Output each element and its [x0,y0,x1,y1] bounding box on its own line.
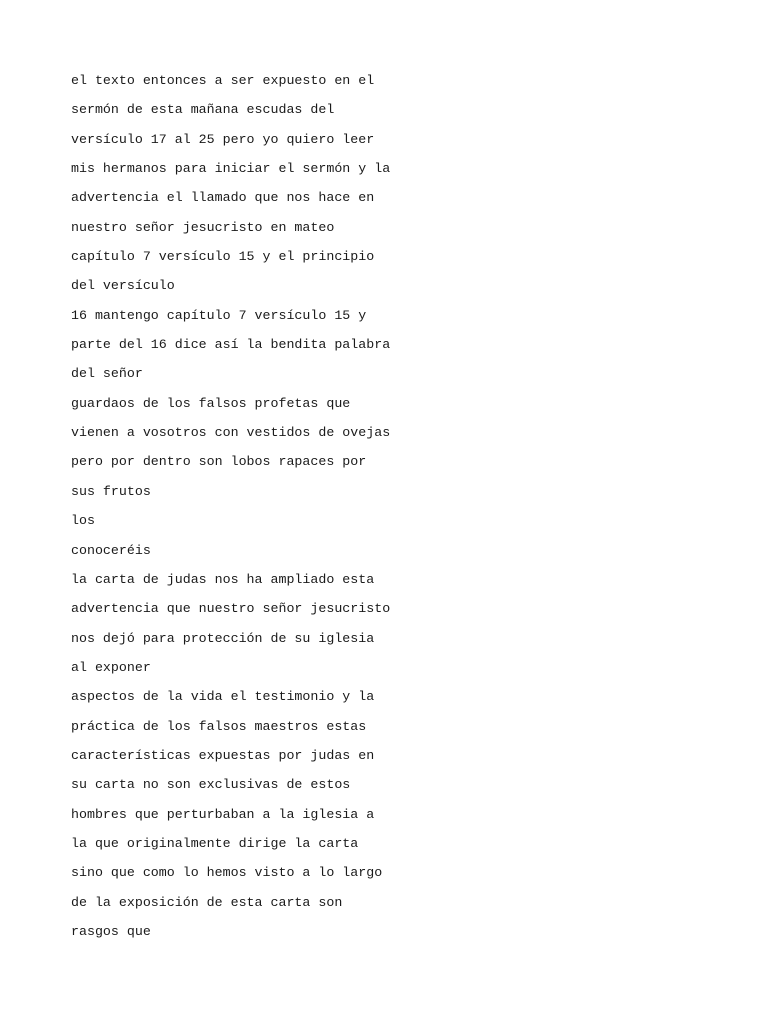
text-line: versículo 17 al 25 pero yo quiero leer [71,131,375,147]
text-line: los [71,513,95,529]
text-line: advertencia el llamado que nos hace en [71,190,375,206]
text-line: el texto entonces a ser expuesto en el [71,73,375,88]
text-line: sermón de esta mañana escudas del [71,102,335,118]
document-page [71,66,731,946]
text-line: al exponer [71,659,151,675]
text-line: práctica de los falsos maestros estas [71,718,367,734]
text-line: hombres que perturbaban a la iglesia a [71,806,375,822]
text-line: su carta no son exclusivas de estos [71,777,351,793]
text-line: sus frutos [71,483,151,499]
text-line: capítulo 7 versículo 15 y el principio [71,249,375,265]
text-line: nos dejó para protección de su iglesia [71,630,375,646]
text-line: nuestro señor jesucristo en mateo [71,219,335,235]
text-line: mis hermanos para iniciar el sermón y la [71,161,391,177]
text-line: pero por dentro son lobos rapaces por [71,454,367,470]
text-line: parte del 16 dice así la bendita palabra [71,337,391,353]
text-line: la carta de judas nos ha ampliado esta [71,571,375,587]
text-line: vienen a vosotros con vestidos de ovejas [71,425,391,441]
text-line: de la exposición de esta carta son [71,894,343,910]
text-line: del señor [71,366,143,382]
text-line: 16 mantengo capítulo 7 versículo 15 y [71,307,367,323]
text-line: del versículo [71,278,175,294]
text-line: guardaos de los falsos profetas que [71,395,351,411]
text-line: rasgos que [71,923,151,939]
text-line: sino que como lo hemos visto a lo largo [71,865,383,881]
text-line: características expuestas por judas en [71,747,375,763]
text-line: aspectos de la vida el testimonio y la [71,689,375,705]
text-line: conoceréis [71,542,151,558]
text-line: la que originalmente dirige la carta [71,835,359,851]
text-line: advertencia que nuestro señor jesucristo [71,601,391,617]
